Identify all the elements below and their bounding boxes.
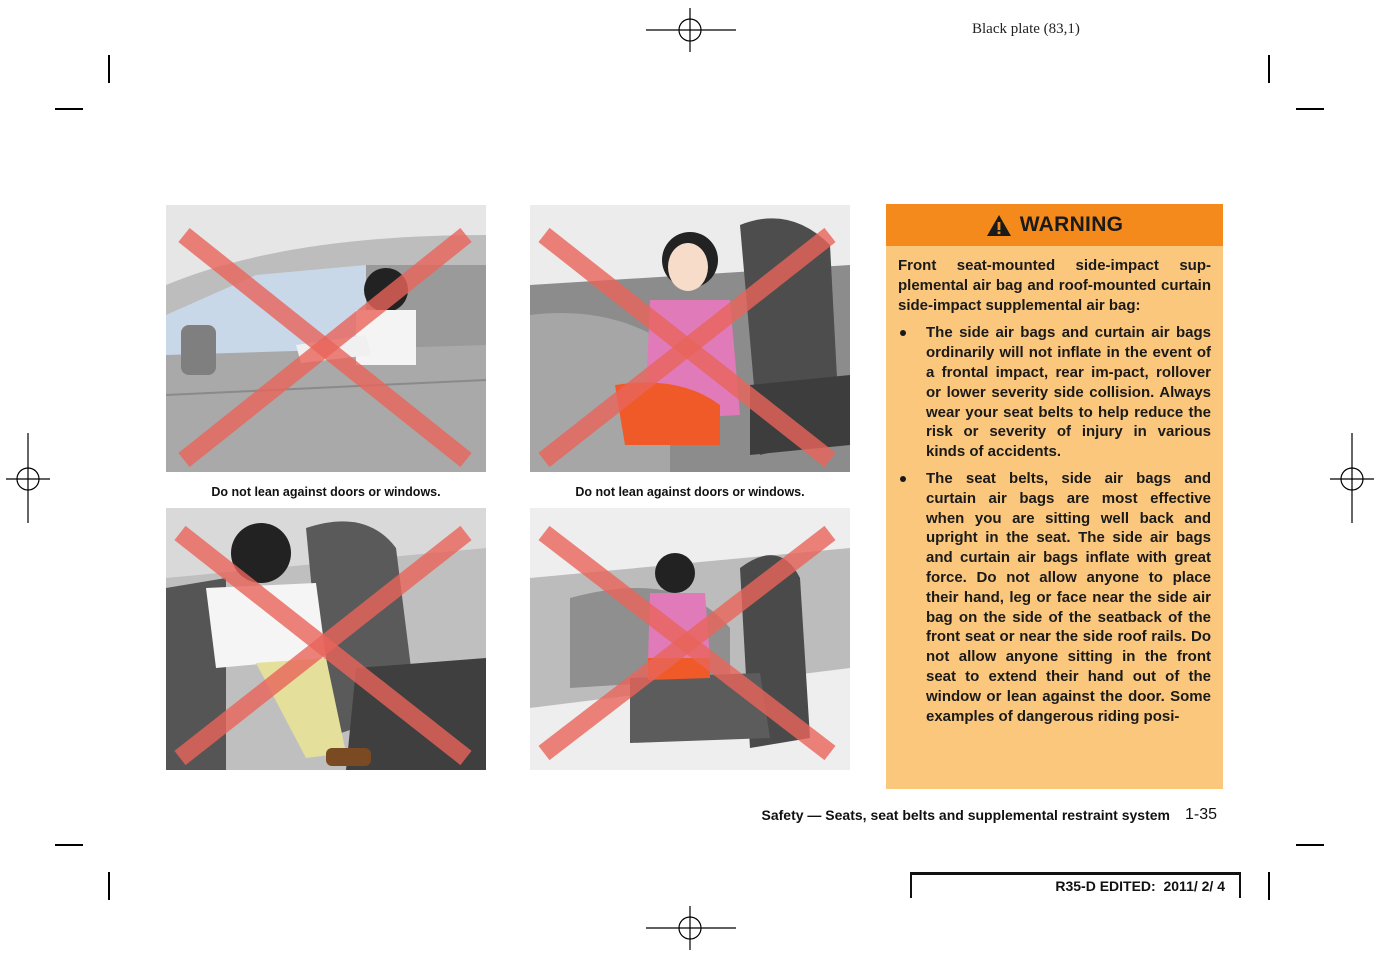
crop-mark (1296, 108, 1324, 110)
registration-mark-icon (1330, 433, 1374, 523)
warning-list (898, 323, 1211, 726)
crop-mark (55, 108, 83, 110)
warning-header (886, 204, 1223, 246)
crop-mark (1296, 844, 1324, 846)
edited-stamp (910, 872, 1241, 898)
plate-label: Black plate (83,1) (972, 21, 1080, 37)
section-title: Safety — Seats, seat belts and supplemental restraint system (761, 807, 1170, 823)
figure-lean-door-window (166, 205, 486, 472)
registration-mark-icon (646, 8, 736, 52)
crop-mark (55, 844, 83, 846)
warning-intro: Front seat-mounted side-impact sup-plemental air bag and roof-mounted curtain side-impact supplemental air bag: (898, 257, 1211, 314)
prohibited-cross-icon (166, 508, 486, 770)
warning-item-text: The seat belts, side air bags and curtain air bags are most effective when you are sitting well back and upright in the seat. The side air bags and curtain air bags inflate with great force. Do not allow anyone to place their hand, leg or face near the side air bag on the side of the seatback of the front seat or near the side roof rails. Do not allow anyone sitting in the front seat to extend their hand out of the window or lean against the door. Some examples of dangerous riding posi- (926, 469, 1211, 725)
prohibited-cross-icon (530, 205, 850, 472)
registration-mark-icon (646, 906, 736, 950)
registration-mark-icon (6, 433, 50, 523)
prohibited-cross-icon (530, 508, 850, 770)
warning-list-item (898, 469, 1211, 726)
warning-list-item (898, 323, 1211, 462)
figure-child-kneeling-seat (530, 508, 850, 770)
bullet-icon (900, 476, 906, 482)
crop-mark (1268, 55, 1270, 83)
figure-child-hugging-seatback (166, 508, 486, 770)
crop-mark (108, 55, 110, 83)
edited-label: R35-D EDITED: 2011/ 2/ 4 (1055, 878, 1225, 894)
warning-title: WARNING (1019, 213, 1124, 236)
bullet-icon (900, 330, 906, 336)
warning-box (886, 204, 1223, 789)
warning-body (886, 246, 1223, 726)
figure-caption: Do not lean against doors or windows. (575, 485, 805, 499)
warning-item-text: The side air bags and curtain air bags ordinarily will not inflate in the event of a frontal impact, rear im-pact, rollover or lower severity side collision. Always wear your seat belts to help reduce the risk or severity of injury in various kinds of accidents. (926, 324, 1211, 461)
page-number: 1-35 (1185, 806, 1218, 823)
figure-child-booster-seat (530, 205, 850, 472)
warning-triangle-icon (986, 214, 1012, 237)
crop-mark (108, 872, 110, 900)
figure-caption: Do not lean against doors or windows. (211, 485, 441, 499)
crop-mark (1268, 872, 1270, 900)
prohibited-cross-icon (166, 205, 486, 472)
